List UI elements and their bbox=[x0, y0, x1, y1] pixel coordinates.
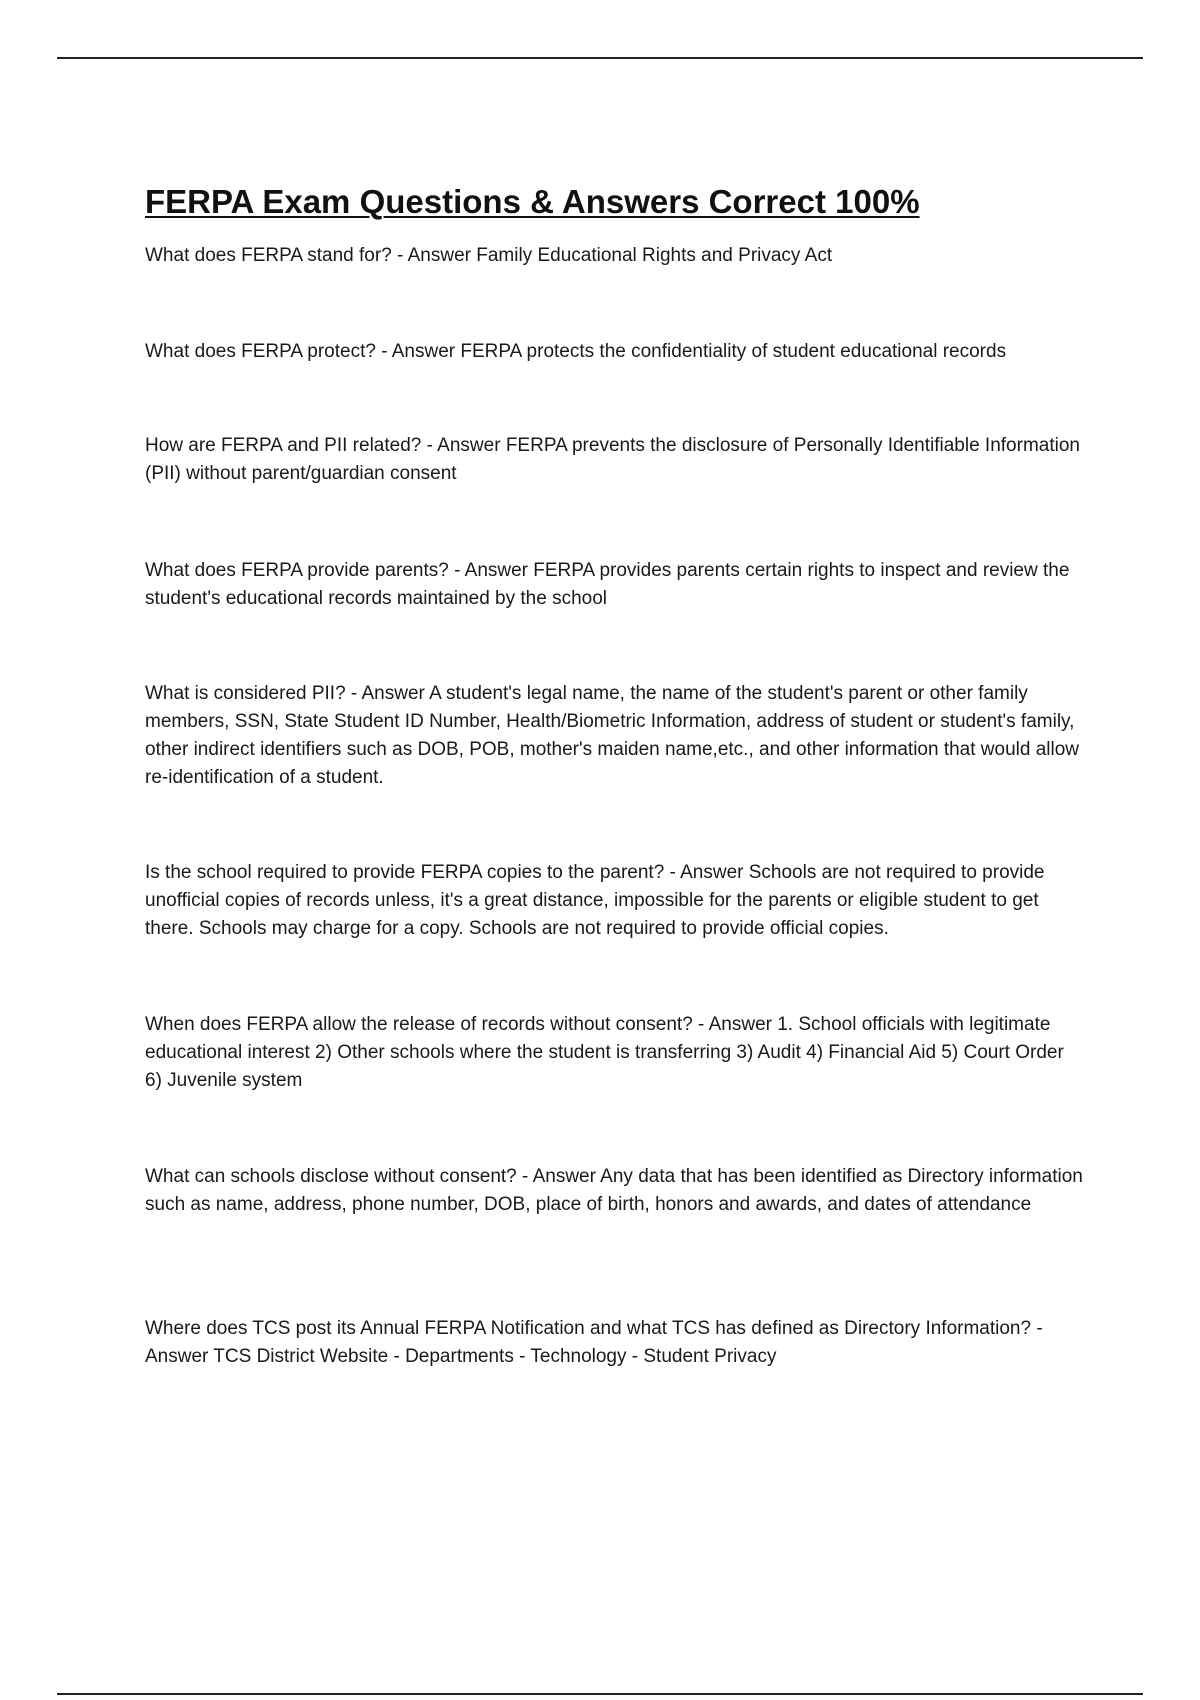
qa-item: What can schools disclose without consent? - Answer Any data that has been identified as Directory information such as name, address, phone number, DOB, place of birth, honors and awards, and dates of attendance bbox=[145, 1166, 1083, 1215]
top-divider bbox=[57, 57, 1143, 59]
qa-item: What does FERPA provide parents? - Answer FERPA provides parents certain rights to inspect and review the student's educational records maintained by the school bbox=[145, 560, 1070, 609]
qa-item: What does FERPA protect? - Answer FERPA protects the confidentiality of student educational records bbox=[145, 341, 1007, 362]
qa-item: How are FERPA and PII related? - Answer FERPA prevents the disclosure of Personally Identifiable Information (PII) without parent/guardian consent bbox=[145, 435, 1080, 484]
qa-item: What is considered PII? - Answer A student's legal name, the name of the student's parent or other family members, SSN, State Student ID Number, Health/Biometric Information, address of student or student's family, other indirect identifiers such as DOB, POB, mother's maiden name,etc., and other information that would allow re-identification of a student. bbox=[145, 683, 1080, 788]
document-body bbox=[145, 178, 1085, 1367]
bottom-divider bbox=[57, 1693, 1143, 1695]
qa-item: What does FERPA stand for? - Answer Family Educational Rights and Privacy Act bbox=[145, 245, 833, 266]
qa-item: Is the school required to provide FERPA copies to the parent? - Answer Schools are not required to provide unofficial copies of records unless, it's a great distance, impossible for the parents or eligible student to get there. Schools may charge for a copy. Schools are not required to provide official copies. bbox=[145, 862, 1045, 939]
document-title: FERPA Exam Questions & Answers Correct 100% bbox=[145, 183, 920, 220]
qa-item: When does FERPA allow the release of records without consent? - Answer 1. School officials with legitimate educational interest 2) Other schools where the student is transferring 3) Audit 4) Financial Aid 5) Court Order 6) Juvenile system bbox=[145, 1014, 1064, 1091]
qa-item: Where does TCS post its Annual FERPA Notification and what TCS has defined as Directory Information? - Answer TCS District Website - Departments - Technology - Student Privacy bbox=[145, 1318, 1043, 1367]
